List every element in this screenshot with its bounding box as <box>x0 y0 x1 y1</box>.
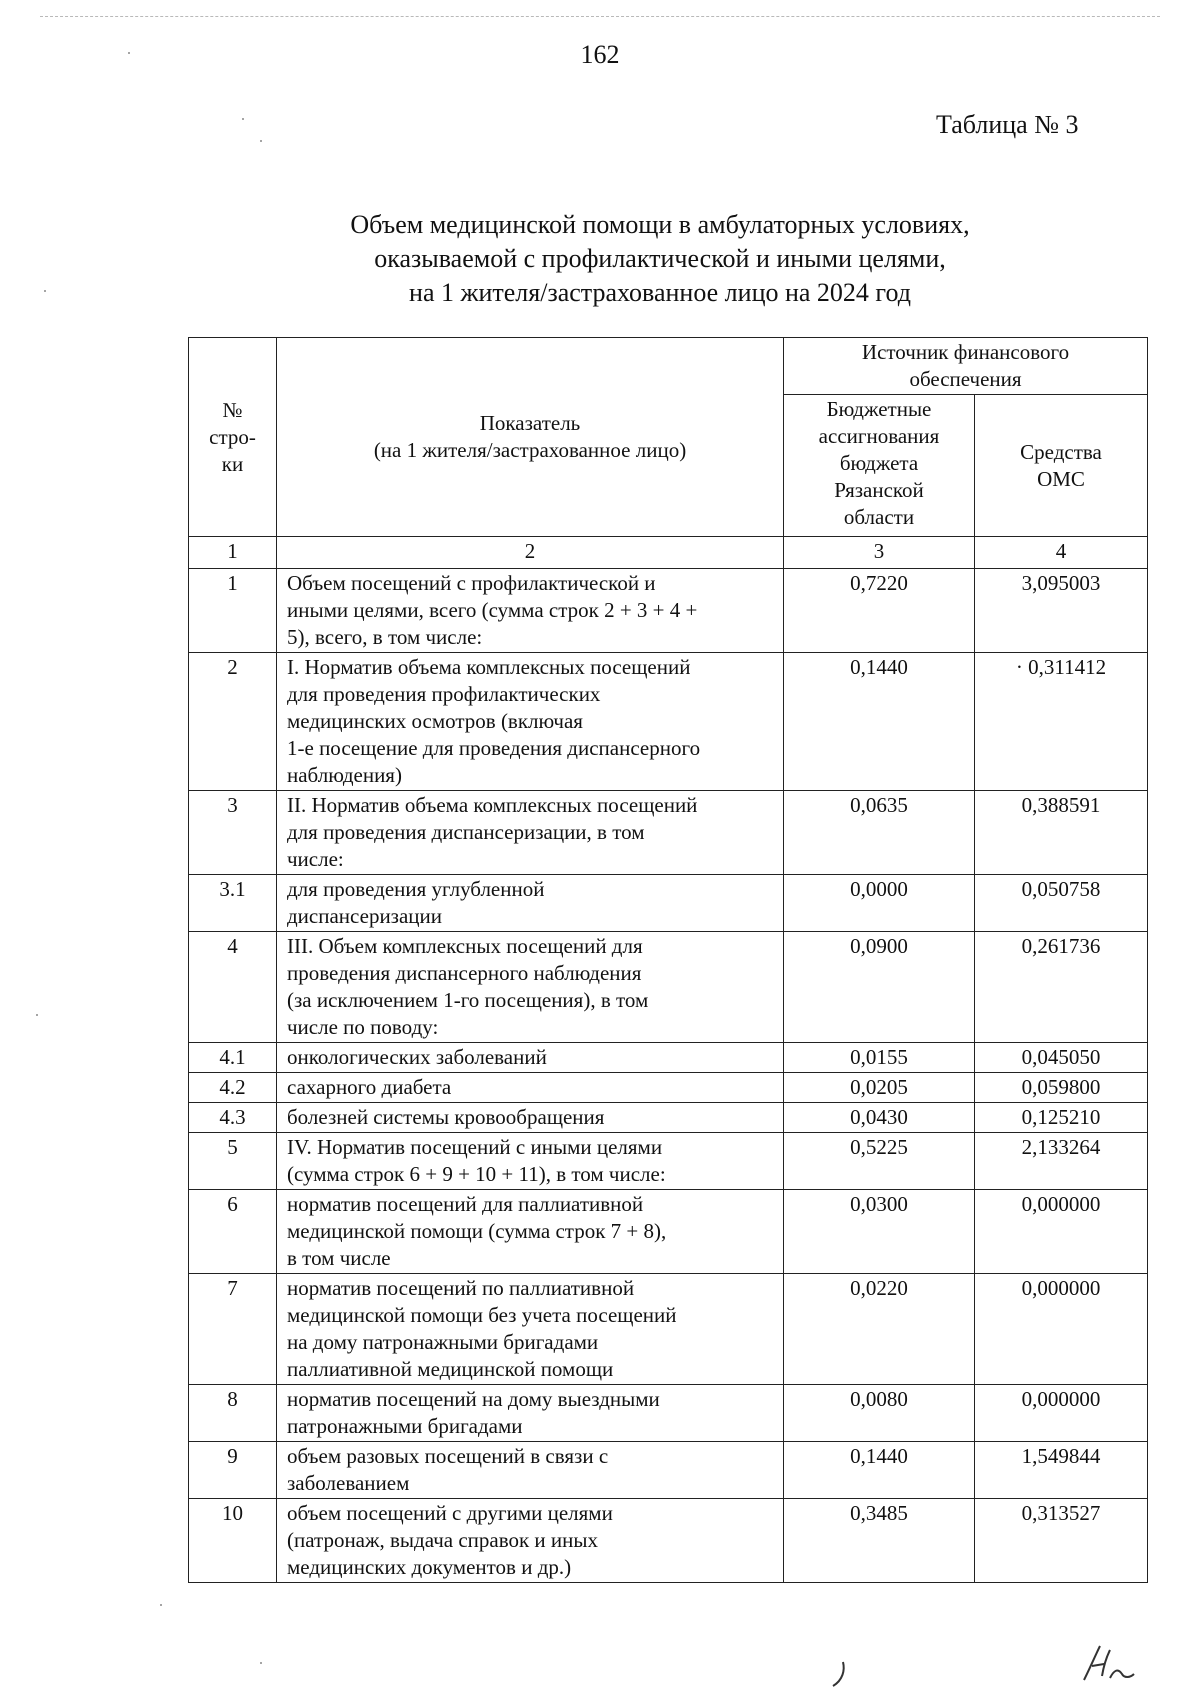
table-row <box>189 932 1148 1043</box>
table-row <box>189 1043 1148 1073</box>
row-number: 4 <box>189 932 277 1043</box>
header-funding-line: обеспечения <box>909 367 1022 391</box>
scan-speck <box>128 52 130 54</box>
header-row-number-line: № <box>222 397 243 422</box>
row-indicator-line: норматив посещений для паллиативной <box>287 1192 644 1216</box>
row-budget-value: 0,0000 <box>784 875 975 932</box>
row-oms-value: 0,000000 <box>975 1274 1148 1385</box>
table-row <box>189 1073 1148 1103</box>
header-funding-source <box>784 338 1148 395</box>
row-number: 10 <box>189 1499 277 1583</box>
row-number: 5 <box>189 1133 277 1190</box>
row-indicator-line: медицинских документов и др.) <box>287 1555 572 1579</box>
row-indicator-line: на дому патронажными бригадами <box>287 1330 599 1354</box>
row-oms-value: 0,261736 <box>975 932 1148 1043</box>
page-number: 162 <box>580 40 620 69</box>
header-row-number <box>189 338 277 537</box>
row-budget-value: 0,1440 <box>784 1442 975 1499</box>
row-indicator-line: числе: <box>287 847 344 871</box>
row-indicator-line: для проведения углубленной <box>287 877 545 901</box>
row-budget-value: 0,0080 <box>784 1385 975 1442</box>
row-indicator-line: патронажными бригадами <box>287 1414 523 1438</box>
row-number: 6 <box>189 1190 277 1274</box>
scan-edge-line <box>40 16 1160 17</box>
table-row <box>189 875 1148 932</box>
row-indicator <box>277 1385 784 1442</box>
header-indicator-line: (на 1 жителя/застрахованное лицо) <box>373 438 687 462</box>
title-line-3: на 1 жителя/застрахованное лицо на 2024 год <box>409 278 911 307</box>
header-budget-line: ассигнования <box>818 424 940 448</box>
row-oms-value: 0,050758 <box>975 875 1148 932</box>
row-indicator-line: проведения диспансерного наблюдения <box>287 961 642 985</box>
row-indicator <box>277 1073 784 1103</box>
row-indicator-line: иными целями, всего (сумма строк 2 + 3 + 4 + <box>287 598 698 622</box>
pen-mark <box>825 1660 855 1690</box>
scan-speck <box>44 290 46 292</box>
table-row <box>189 1190 1148 1274</box>
scan-speck <box>260 140 262 142</box>
row-oms-value: 0,388591 <box>975 791 1148 875</box>
header-budget <box>784 395 975 537</box>
row-indicator <box>277 875 784 932</box>
row-budget-value: 0,0220 <box>784 1274 975 1385</box>
row-indicator-line: (патронаж, выдача справок и иных <box>287 1528 599 1552</box>
scan-speck <box>260 1662 262 1664</box>
table-row <box>189 1103 1148 1133</box>
header-budget-line: области <box>843 505 915 529</box>
row-indicator-line: болезней системы кровообращения <box>287 1105 605 1129</box>
row-budget-value: 0,0155 <box>784 1043 975 1073</box>
row-indicator-line: наблюдения) <box>287 763 402 787</box>
row-indicator-line: объем разовых посещений в связи с <box>287 1444 609 1468</box>
row-indicator <box>277 932 784 1043</box>
row-indicator-line: сахарного диабета <box>287 1075 452 1099</box>
table-row <box>189 1274 1148 1385</box>
header-indicator <box>277 338 784 537</box>
row-budget-value: 0,3485 <box>784 1499 975 1583</box>
row-indicator-line: онкологических заболеваний <box>287 1045 547 1069</box>
row-budget-value: 0,0430 <box>784 1103 975 1133</box>
row-indicator-line: (за исключением 1-го посещения), в том <box>287 988 649 1012</box>
row-number: 4.3 <box>189 1103 277 1133</box>
row-indicator <box>277 1043 784 1073</box>
header-budget-line: Бюджетные <box>826 397 932 421</box>
row-oms-value: 0,045050 <box>975 1043 1148 1073</box>
row-number: 7 <box>189 1274 277 1385</box>
row-indicator-line: I. Норматив объема комплексных посещений <box>287 655 691 679</box>
row-budget-value: 0,1440 <box>784 653 975 791</box>
header-budget-line: Рязанской <box>834 478 924 502</box>
header-row-number-line: ки <box>221 451 244 476</box>
row-number: 4.1 <box>189 1043 277 1073</box>
table-row <box>189 653 1148 791</box>
table-row <box>189 1133 1148 1190</box>
table-row <box>189 1442 1148 1499</box>
row-oms-value: 0,000000 <box>975 1385 1148 1442</box>
volume-table <box>188 337 1148 1583</box>
header-funding-line: Источник финансового <box>861 340 1070 364</box>
column-number-4: 4 <box>975 537 1148 569</box>
header-oms-line: ОМС <box>1037 466 1085 491</box>
table-row <box>189 569 1148 653</box>
scan-speck <box>36 1014 38 1016</box>
row-budget-value: 0,0300 <box>784 1190 975 1274</box>
row-indicator-line: заболеванием <box>287 1471 410 1495</box>
row-number: 1 <box>189 569 277 653</box>
row-indicator-line: III. Объем комплексных посещений для <box>287 934 643 958</box>
row-indicator-line: 1-е посещение для проведения диспансерного <box>287 736 701 760</box>
row-oms-value: 1,549844 <box>975 1442 1148 1499</box>
row-budget-value: 0,7220 <box>784 569 975 653</box>
column-number-3: 3 <box>784 537 975 569</box>
row-oms-value: 3,095003 <box>975 569 1148 653</box>
document-title <box>280 208 1040 310</box>
row-indicator-line: норматив посещений по паллиативной <box>287 1276 635 1300</box>
header-row-number-line: стро- <box>209 424 256 449</box>
scan-speck <box>242 118 244 120</box>
table-row <box>189 1385 1148 1442</box>
row-indicator-line: для проведения профилактических <box>287 682 601 706</box>
row-budget-value: 0,0900 <box>784 932 975 1043</box>
row-indicator-line: Объем посещений с профилактической и <box>287 571 656 595</box>
row-indicator-line: медицинской помощи без учета посещений <box>287 1303 677 1327</box>
row-indicator-line: в том числе <box>287 1246 391 1270</box>
row-indicator-line: объем посещений с другими целями <box>287 1501 613 1525</box>
header-oms-line: Средства <box>1020 439 1102 464</box>
row-number: 8 <box>189 1385 277 1442</box>
row-indicator-line: медицинской помощи (сумма строк 7 + 8), <box>287 1219 667 1243</box>
row-indicator <box>277 1190 784 1274</box>
header-oms <box>975 395 1148 537</box>
row-number: 4.2 <box>189 1073 277 1103</box>
row-indicator <box>277 1499 784 1583</box>
row-indicator-line: 5), всего, в том числе: <box>287 625 483 649</box>
row-indicator <box>277 1103 784 1133</box>
table-row <box>189 791 1148 875</box>
row-oms-value: 0,000000 <box>975 1190 1148 1274</box>
table-label: Таблица № 3 <box>936 110 1079 139</box>
row-indicator-line: II. Норматив объема комплексных посещений <box>287 793 698 817</box>
row-indicator-line: норматив посещений на дому выездными <box>287 1387 660 1411</box>
signature-mark <box>1078 1640 1148 1690</box>
row-oms-value: · 0,311412 <box>975 653 1148 791</box>
row-indicator <box>277 569 784 653</box>
column-number-2: 2 <box>277 537 784 569</box>
row-number: 2 <box>189 653 277 791</box>
row-indicator-line: паллиативной медицинской помощи <box>287 1357 614 1381</box>
header-budget-line: бюджета <box>839 451 919 475</box>
column-number-1: 1 <box>189 537 277 569</box>
row-oms-value: 0,125210 <box>975 1103 1148 1133</box>
row-budget-value: 0,5225 <box>784 1133 975 1190</box>
table-row <box>189 1499 1148 1583</box>
row-indicator-line: для проведения диспансеризации, в том <box>287 820 645 844</box>
row-indicator-line: IV. Норматив посещений с иными целями <box>287 1135 663 1159</box>
row-indicator <box>277 1133 784 1190</box>
row-indicator-line: диспансеризации <box>287 904 443 928</box>
row-indicator-line: числе по поводу: <box>287 1015 439 1039</box>
row-oms-value: 0,313527 <box>975 1499 1148 1583</box>
title-line-2: оказываемой с профилактической и иными целями, <box>374 244 946 273</box>
row-number: 9 <box>189 1442 277 1499</box>
row-oms-value: 2,133264 <box>975 1133 1148 1190</box>
row-indicator-line: медицинских осмотров (включая <box>287 709 583 733</box>
row-indicator <box>277 653 784 791</box>
row-indicator <box>277 791 784 875</box>
row-number: 3 <box>189 791 277 875</box>
row-number: 3.1 <box>189 875 277 932</box>
row-indicator <box>277 1274 784 1385</box>
row-indicator-line: (сумма строк 6 + 9 + 10 + 11), в том числе: <box>287 1162 666 1186</box>
row-oms-value: 0,059800 <box>975 1073 1148 1103</box>
header-indicator-line: Показатель <box>479 411 581 435</box>
row-indicator <box>277 1442 784 1499</box>
scan-speck <box>160 1604 162 1606</box>
title-line-1: Объем медицинской помощи в амбулаторных условиях, <box>350 210 970 239</box>
row-budget-value: 0,0205 <box>784 1073 975 1103</box>
row-budget-value: 0,0635 <box>784 791 975 875</box>
